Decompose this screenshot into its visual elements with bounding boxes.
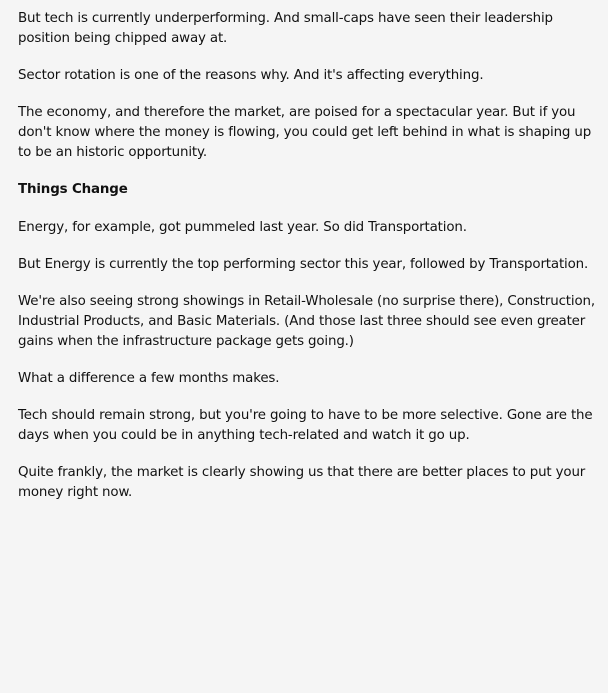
paragraph-economy-outlook: The economy, and therefore the market, are poised for a spectacular year. But if you don't know where the money is flowing, you could get left behind in what is shaping up to be an historic opportunity.	[18, 105, 592, 160]
paragraph-tech-selective: Tech should remain strong, but you're going to have to be more selective. Gone are the days when you could be in anything tech-related and watch it go up.	[18, 408, 593, 443]
paragraph-sector-rotation: Sector rotation is one of the reasons why. And it's affecting everything.	[18, 68, 484, 83]
paragraph-difference: What a difference a few months makes.	[18, 371, 280, 386]
paragraph-energy-top-sector: But Energy is currently the top performing sector this year, followed by Transportation.	[18, 257, 589, 272]
paragraph-energy-last-year: Energy, for example, got pummeled last year. So did Transportation.	[18, 220, 467, 235]
section-heading: Things Change	[18, 182, 128, 197]
paragraph-better-places: Quite frankly, the market is clearly showing us that there are better places to put your money right now.	[18, 465, 586, 500]
paragraph-tech-underperforming: But tech is currently underperforming. And small-caps have seen their leadership position being chipped away at.	[18, 11, 553, 46]
paragraph-strong-showings: We're also seeing strong showings in Retail-Wholesale (no surprise there), Construction, Industrial Products, and Basic Materials. (And those last three should see even greater gains when the infrastructure package gets going.)	[18, 294, 595, 349]
